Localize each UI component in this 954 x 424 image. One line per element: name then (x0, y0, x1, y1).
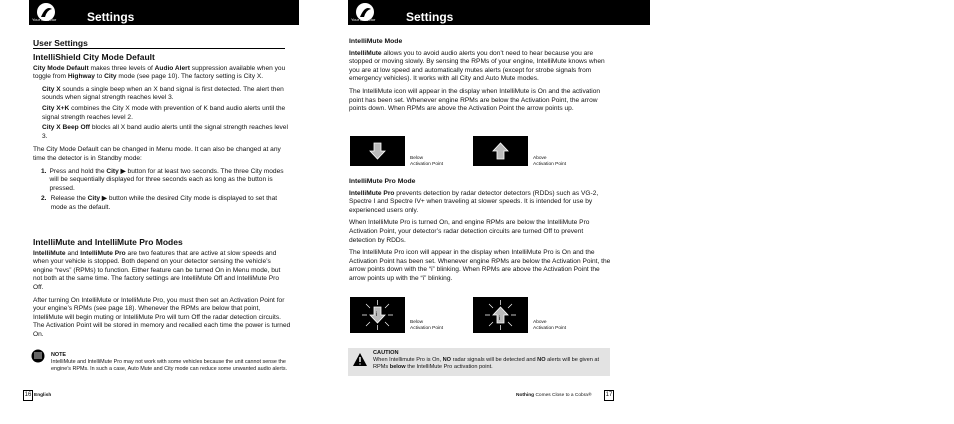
note-label: NOTE (51, 352, 66, 358)
intellimute-pro-block (349, 178, 611, 288)
step-number: 1. (41, 167, 47, 175)
footer-slogan (516, 393, 592, 398)
city-level-item (33, 124, 288, 141)
text-run: prevents detection by radar detector detectors (RDDs) such as VG-2, Spectre I and Spectre IV+ when traveling at slower speeds. It is intended for use by experienced users only. (349, 189, 599, 214)
im-mode-heading: IntelliMute Mode (349, 38, 403, 45)
page-header-right (348, 0, 650, 25)
text-run: NO (442, 357, 452, 364)
text-run: Audio Alert (154, 64, 190, 72)
page-title: Settings (406, 10, 454, 24)
footer-language: English (34, 393, 52, 398)
city-intro (33, 65, 288, 82)
city-level-text: sounds a single beep when an X band signal is first detected. The alert then sounds when signal strength reaches level 3. (42, 85, 284, 102)
pro-p2: When IntelliMute Pro is turned On, and engine RPMs are below the IntelliMute Pro Activation Point, your detector’s radar detection circuits are turned Off to prevent detection by RDDs. (349, 219, 590, 244)
city-button-label: City ▶ (106, 167, 126, 175)
note-block (51, 352, 291, 373)
im-p1 (349, 50, 611, 84)
step-item (41, 195, 288, 212)
page-header-left (29, 0, 299, 25)
above-caption: Above Activation Point (533, 156, 567, 167)
steps-list (33, 168, 288, 213)
caution-icon (352, 352, 368, 367)
text-run: IntelliMute Pro (349, 189, 395, 197)
page-number: 16 (23, 390, 33, 401)
step-text: Press and hold the City ▶ button for at least two seconds. The three City modes will be sequentially displayed for three seconds each as long as the button is pressed. (49, 167, 284, 192)
header-subtitle: Your Detector (32, 17, 57, 22)
intellimute-heading: IntelliMute and IntelliMute Pro Modes (33, 237, 183, 247)
city-button-label: City ▶ (87, 195, 107, 203)
page-title: Settings (87, 10, 135, 24)
arrow-up-icon (485, 300, 516, 330)
caution-text-block (373, 350, 608, 372)
pro-p3: The IntelliMute Pro icon will appear in the display when IntelliMute Pro is On and the Activation Point has been set. Whenever engine RPMs are below the Activation Point, the arrow points down with the “i” blinking. When RPMs are above the Activation Point the arrow points up with the “i” blinking. (349, 249, 611, 282)
header-subtitle: Your Detector (351, 17, 376, 22)
city-level-text: combines the City X mode with prevention of K band audio alerts until the signal strength reaches level 2. (42, 104, 286, 121)
text-run: and (65, 249, 81, 257)
city-mode-block (33, 53, 288, 215)
step-text: Release the City ▶ button while the desired City mode is displayed to set that mode as the default. (50, 195, 278, 211)
text-run: alerts will be given at RPMs (373, 357, 600, 371)
text-run: IntelliMute (349, 49, 382, 57)
left-page (0, 0, 320, 424)
city-level-name: City X+K (42, 104, 70, 112)
intellimute-mode-block (349, 38, 611, 118)
city-level-name: City X Beep Off (42, 124, 90, 132)
text-run: NO (537, 357, 546, 364)
pro-below-caption: Below Activation Point (410, 320, 444, 331)
city-level-item (33, 105, 288, 122)
page-number: 17 (604, 390, 614, 401)
city-level-item (33, 86, 288, 103)
caution-text (373, 357, 608, 371)
step-number: 2. (41, 195, 47, 203)
footer-slogan-bold: Nothing (516, 393, 535, 398)
im-p2: The IntelliMute icon will appear in the display when IntelliMute is On and the activation point has been set. Whenever engine RPMs are below the Activation Point, the arrow points down. When RPMs are above the Activation Point the arrow points up. (349, 87, 601, 113)
below-caption: Below Activation Point (410, 156, 444, 167)
svg-text:i: i (499, 316, 501, 322)
city-level-text: blocks all X band audio alerts until the signal strength reaches level 3. (42, 124, 288, 140)
text-run: suppression available when you toggle from (33, 64, 286, 81)
arrow-up-icon (492, 142, 509, 160)
intellimute-below-display (350, 136, 405, 166)
pro-heading: IntelliMute Pro Mode (349, 178, 416, 185)
intellimute-pro-above-display (473, 297, 528, 333)
text-run: allows you to avoid audio alerts you don’t need to hear because you are stopped or moving slowly. By sensing the RPMs of your engine, IntelliMute knows when you are at low speed and automatically mutes alerts (except for strobe signals from emergency vehicles). It works with all City and Auto Mute modes. (349, 49, 605, 83)
city-mode-heading: IntelliShield City Mode Default (33, 52, 155, 62)
text-run: are two features that are active at slow speeds and when your vehicle is stopped. Both depend on your detector sensing the vehicle’s engine “revs” (RPMs) to function. Either feature can be turned On in Menu mode, but not both at the same time. The factory settings are IntelliMute Off and IntelliMute Pro Off. (33, 249, 281, 291)
pro-above-caption: Above Activation Point (533, 320, 567, 331)
arrow-down-icon (369, 142, 386, 160)
text-run: Highway (67, 73, 95, 81)
footer-slogan-rest: Comes Close to a Cobra® (534, 393, 592, 398)
intellimute-above-display (473, 136, 528, 166)
text-run: IntelliMute (33, 249, 66, 257)
text-run: City (104, 73, 117, 81)
text-run: to (94, 73, 105, 81)
text-run: below (389, 364, 406, 371)
text-run: radar signals will be detected and (451, 357, 538, 364)
intellimute-p1 (33, 250, 291, 293)
city-change-text: The City Mode Default can be changed in Menu mode. It can also be changed at any time the detector is in Standby mode: (33, 146, 281, 162)
intellimute-pro-below-display (350, 297, 405, 333)
arrow-down-icon (362, 300, 393, 330)
note-icon (31, 349, 45, 363)
caution-box (348, 348, 610, 376)
text-run: mode (see page 10). The factory setting is City X. (116, 73, 264, 81)
text-run: IntelliMute Pro (80, 249, 126, 257)
section-heading: User Settings (33, 38, 285, 49)
step-item (41, 168, 288, 194)
text-run: City Mode Default (33, 64, 89, 72)
pro-p1 (349, 190, 611, 216)
text-run: the IntelliMute Pro activation point. (405, 364, 493, 371)
intellimute-block (33, 238, 291, 344)
text-run: When Intellimute Pro is On, (373, 357, 443, 364)
caution-label: CAUTION (373, 350, 399, 356)
intellimute-p2: After turning On IntelliMute or IntelliMute Pro, you must then set an Activation Point for your engine’s RPMs (see page 18). Whenever the RPMs are below that point, IntelliMute will begin muting or IntelliMute Pro will turn Off the radar detection circuits. The Activation Point will be stored in memory and recalled each time the power is turned On. (33, 296, 291, 338)
text-run: makes three levels of (88, 64, 155, 72)
city-levels (33, 86, 288, 142)
svg-text:i: i (376, 312, 378, 318)
city-level-name: City X (42, 85, 61, 93)
note-text: IntelliMute and IntelliMute Pro may not work with some vehicles because the unit cannot sense the engine’s RPMs. In such a case, Auto Mute and City mode can reduce some unwanted audio alerts. (51, 359, 288, 372)
